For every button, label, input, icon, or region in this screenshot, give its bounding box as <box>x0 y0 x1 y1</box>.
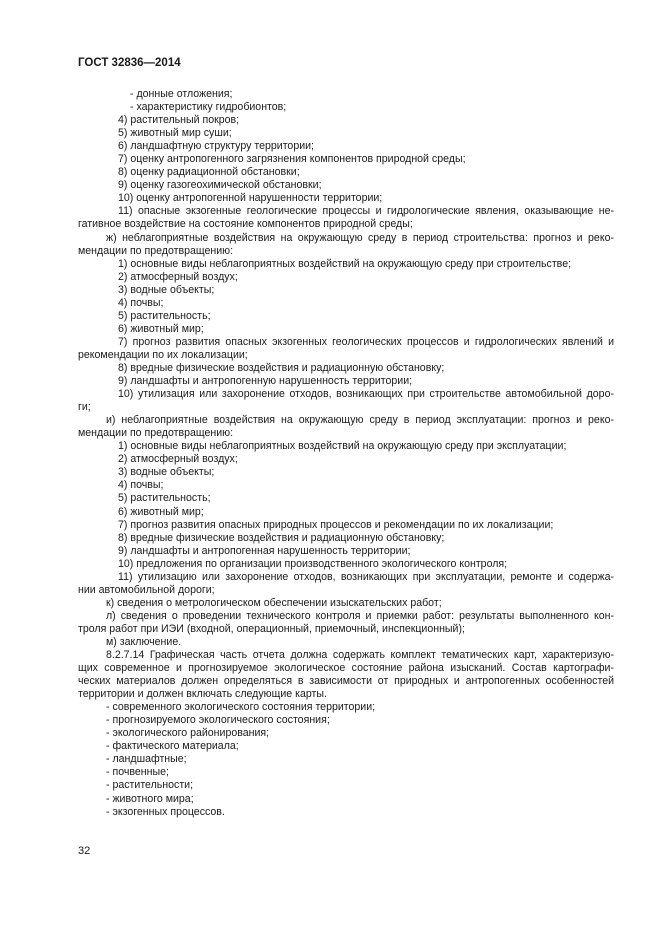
text-line: - экзогенных процессов. <box>106 805 225 818</box>
text-line: 1) основные виды неблагоприятных воздействий на окружающую среду при строительстве; <box>118 257 572 270</box>
text-line: л) сведения о проведении технического контроля и приемки работ: результаты выполненного кон- <box>106 609 614 622</box>
text-line: 10) оценку антропогенной нарушенности территории; <box>118 192 383 205</box>
text-line: - прогнозируемого экологического состояния; <box>106 714 330 727</box>
text-line: - животного мира; <box>106 792 194 805</box>
text-line: 4) растительный покров; <box>118 114 240 127</box>
text-line: рекомендации по их локализации; <box>78 348 248 361</box>
text-line: 10) утилизация или захоронение отходов, возникающих при строительстве автомобильной доро- <box>118 388 614 401</box>
text-line: 8.2.7.14 Графическая часть отчета должна содержать комплект тематических карт, характеризую- <box>106 649 614 662</box>
text-line: мендации по предотвращению: <box>78 244 234 257</box>
text-line: 1) основные виды неблагоприятных воздействий на окружающую среду при эксплуатации; <box>118 440 567 453</box>
document-header: ГОСТ 32836—2014 <box>78 57 181 69</box>
text-line: 2) атмосферный воздух; <box>118 453 238 466</box>
text-line: территории и должен включать следующие карты. <box>78 688 327 701</box>
text-line: 9) ландшафты и антропогенная нарушенность территории; <box>118 544 411 557</box>
text-line: мендации по предотвращению: <box>78 427 234 440</box>
text-line: 6) животный мир; <box>118 322 204 335</box>
text-line: 8) вредные физические воздействия и радиационную обстановку; <box>118 361 445 374</box>
text-line: - ландшафтные; <box>106 753 187 766</box>
text-line: 3) водные объекты; <box>118 466 215 479</box>
text-line: к) сведения о метрологическом обеспечении изыскательских работ; <box>106 596 442 609</box>
text-line: 6) ландшафтную структуру территории; <box>118 140 314 153</box>
text-line: м) заключение. <box>106 635 182 648</box>
text-line: гативное воздействие на состояние компонентов природной среды; <box>78 218 413 231</box>
text-line: - современного экологического состояния территории; <box>106 701 376 714</box>
text-line: - характеристику гидробионтов; <box>130 101 287 114</box>
page-body <box>78 88 614 819</box>
text-line: - фактического материала; <box>106 740 239 753</box>
text-line: 9) оценку газогеохимической обстановки; <box>118 179 322 192</box>
text-line: - растительности; <box>106 779 194 792</box>
text-line: ж) неблагоприятные воздействия на окружающую среду в период строительства: прогноз и реко- <box>106 231 614 244</box>
page-number: 32 <box>78 845 91 857</box>
text-line: троля работ при ИЭИ (входной, операционный, приемочный, инспекционный); <box>78 622 465 635</box>
text-line: - почвенные; <box>106 766 169 779</box>
text-line: 11) утилизацию или захоронение отходов, возникающих при эксплуатации, ремонте и содержа- <box>118 570 614 583</box>
text-line: щих современное и прогнозируемое экологическое состояние района изысканий. Состав картографи- <box>78 662 614 675</box>
text-line: 5) растительность; <box>118 492 211 505</box>
text-line: 4) почвы; <box>118 296 164 309</box>
text-line: 6) животный мир; <box>118 505 204 518</box>
text-line: 7) прогноз развития опасных экзогенных геологических процессов и гидрологических явлений и <box>118 335 614 348</box>
text-line: 8) вредные физические воздействия и радиационную обстановку; <box>118 531 445 544</box>
text-line: 5) животный мир суши; <box>118 127 232 140</box>
text-line: ги; <box>78 401 91 414</box>
text-line: 3) водные объекты; <box>118 283 215 296</box>
text-line: 5) растительность; <box>118 309 211 322</box>
text-line: ческих материалов должен определяться в зависимости от природных и антропогенных особенностей <box>78 675 614 688</box>
text-line: 7) оценку антропогенного загрязнения компонентов природной среды; <box>118 153 466 166</box>
text-line: 2) атмосферный воздух; <box>118 270 238 283</box>
text-line: 9) ландшафты и антропогенную нарушенность территории; <box>118 375 413 388</box>
text-line: 4) почвы; <box>118 479 164 492</box>
text-line: 11) опасные экзогенные геологические процессы и гидрологические явления, оказывающие не- <box>118 205 614 218</box>
text-line: нии автомобильной дороги; <box>78 583 215 596</box>
text-line: и) неблагоприятные воздействия на окружающую среду в период эксплуатации: прогноз и реко- <box>106 414 614 427</box>
text-line: - донные отложения; <box>130 88 233 100</box>
text-line: - экологического районирования; <box>106 727 270 740</box>
text-line: 7) прогноз развития опасных природных процессов и рекомендации по их локализации; <box>118 518 554 531</box>
text-line: 10) предложения по организации производственного экологического контроля; <box>118 557 508 570</box>
text-line: 8) оценку радиационной обстановки; <box>118 166 300 179</box>
